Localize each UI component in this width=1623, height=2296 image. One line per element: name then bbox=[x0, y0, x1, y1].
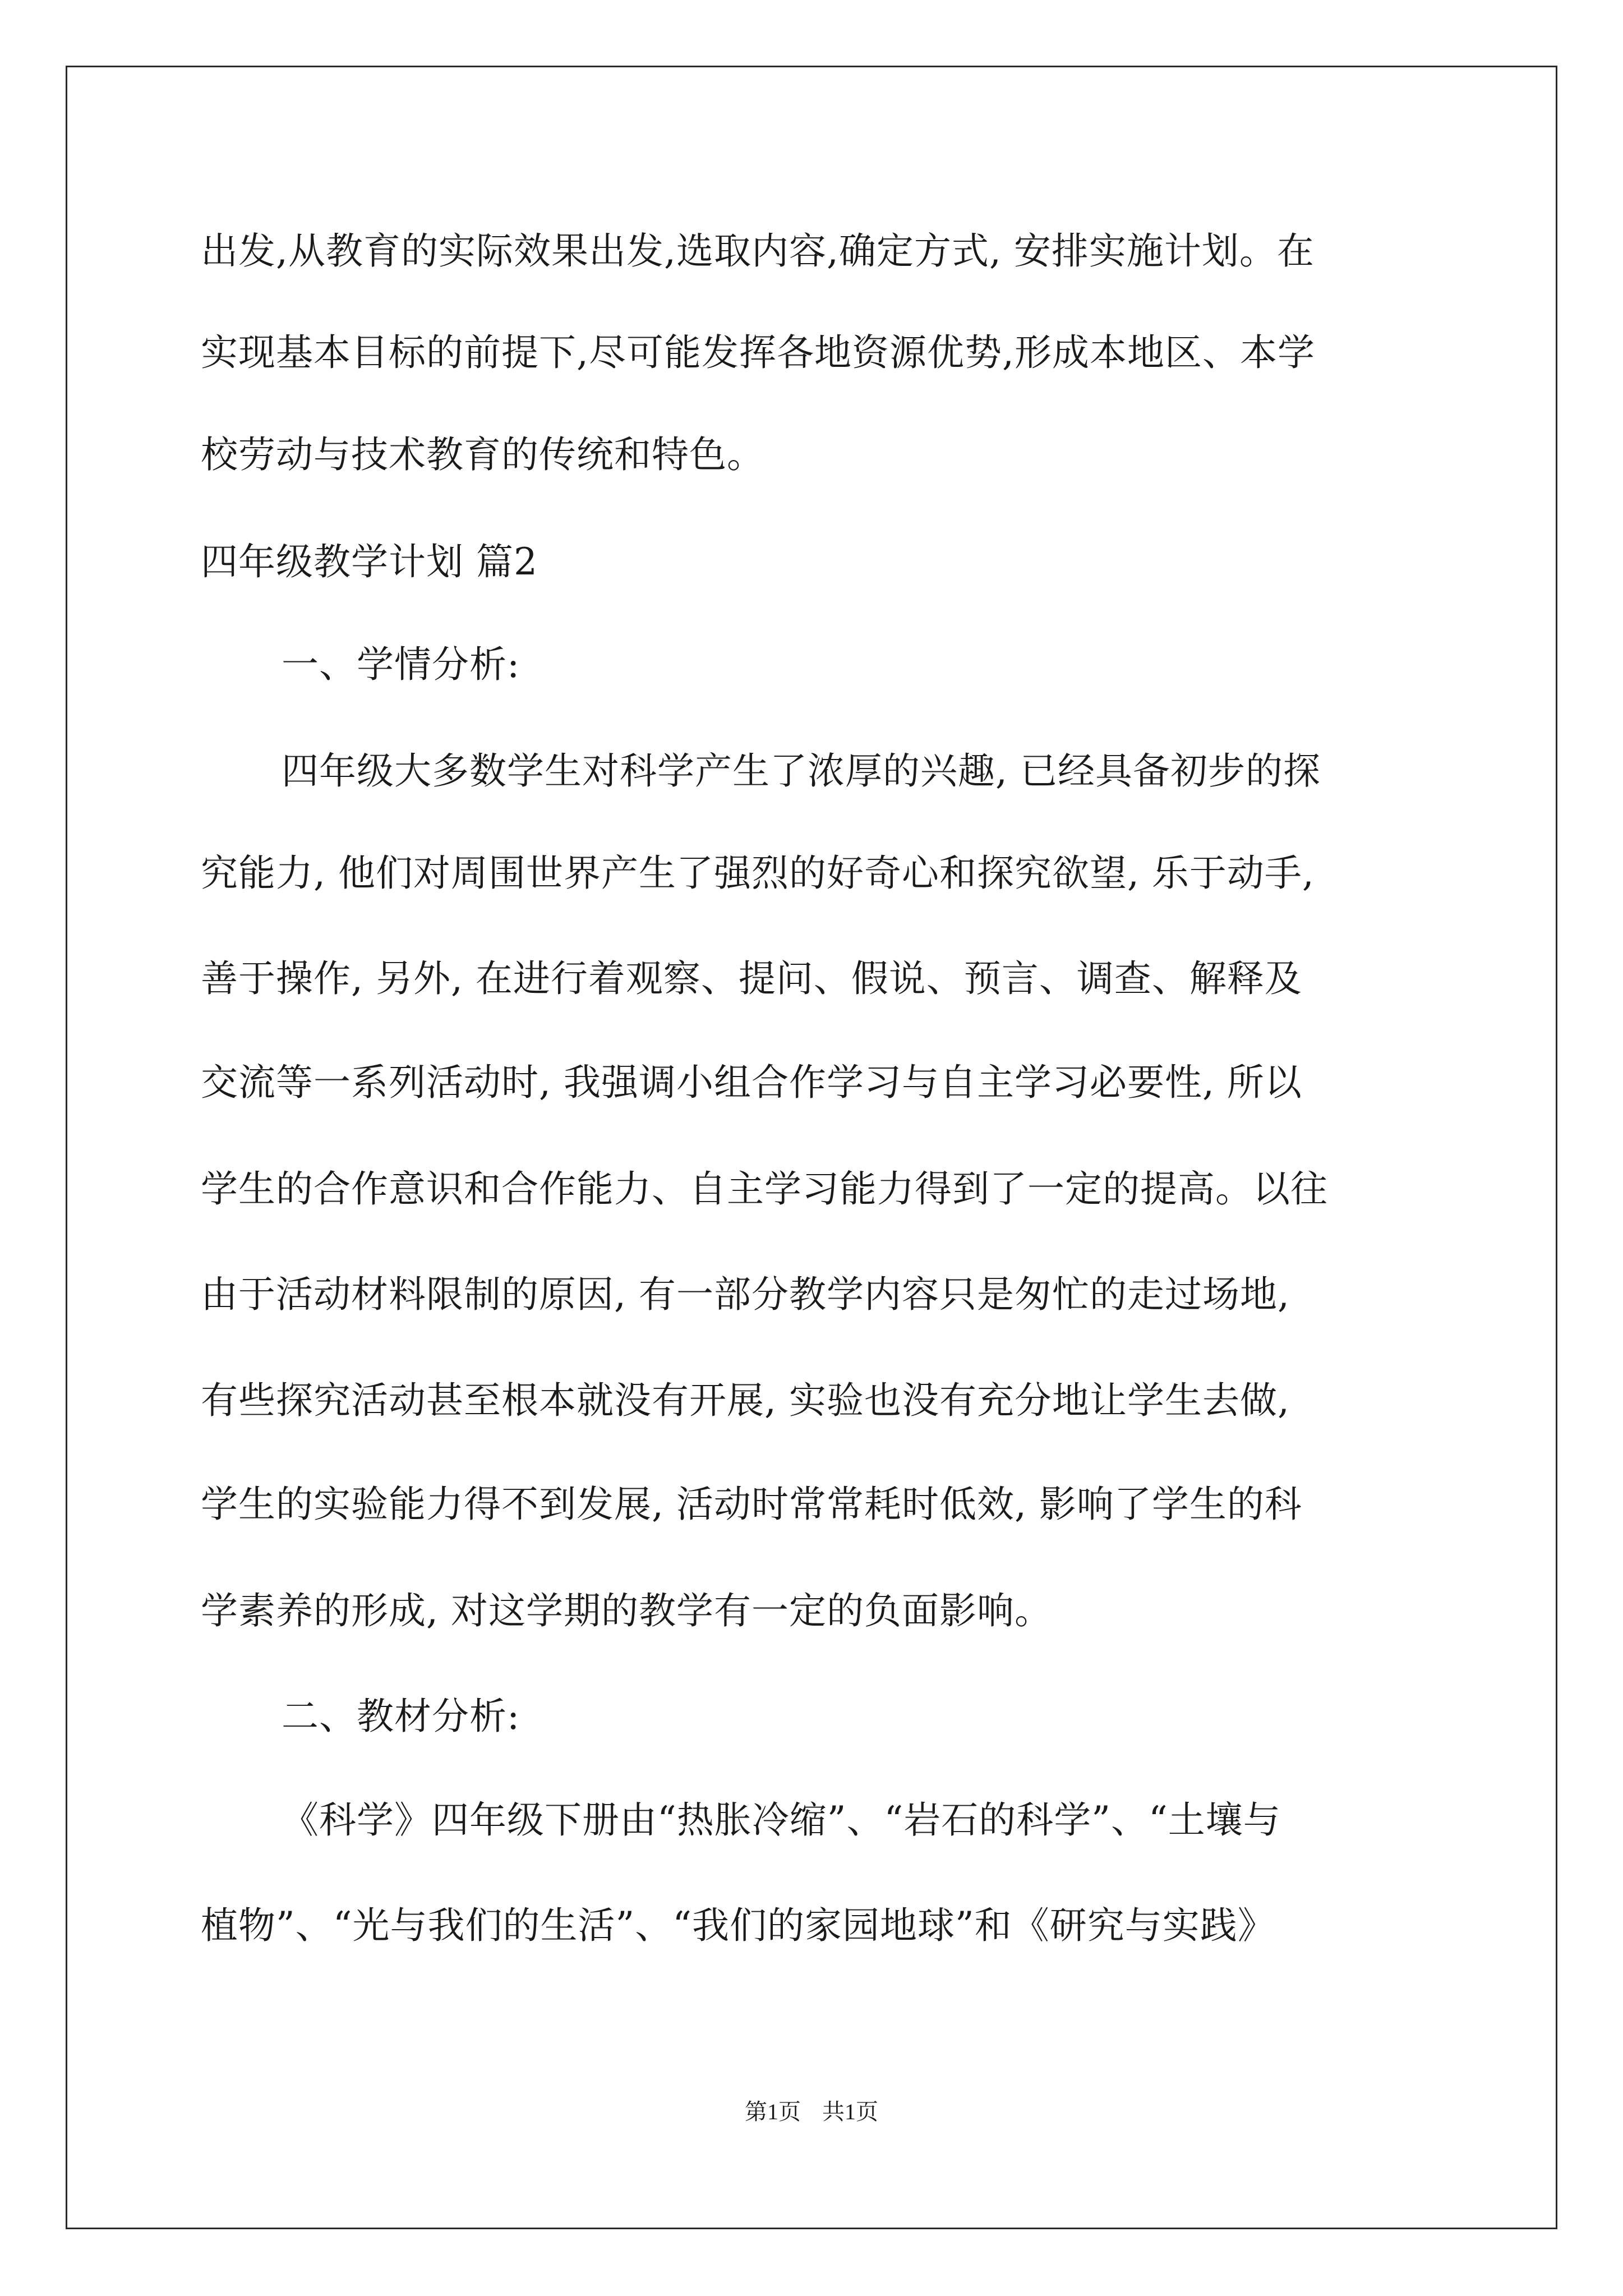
text-line-1: 出发,从教育的实际效果出发,选取内容,确定方式, 安排实施计划。在 bbox=[201, 229, 1315, 273]
paragraph-line-5: 学生的合作意识和合作能力、自主学习能力得到了一定的提高。以往 bbox=[201, 1167, 1328, 1211]
paragraph-line-2: 究能力, 他们对周围世界产生了强烈的好奇心和探究欲望, 乐于动手, bbox=[201, 852, 1315, 895]
paragraph2-line-2: 植物”、“光与我们的生活”、“我们的家园地球”和《研究与实践》 bbox=[201, 1904, 1275, 1947]
heading-textbook-analysis: 二、教材分析: bbox=[282, 1695, 520, 1738]
text-line-3: 校劳动与技术教育的传统和特色。 bbox=[201, 433, 764, 476]
text-line-2: 实现基本目标的前提下,尽可能发挥各地资源优势,形成本地区、本学 bbox=[201, 331, 1315, 374]
paragraph-line-8: 学生的实验能力得不到发展, 活动时常常耗时低效, 影响了学生的科 bbox=[201, 1483, 1302, 1526]
paragraph2-line-1: 《科学》四年级下册由“热胀冷缩”、“岩石的科学”、“土壤与 bbox=[282, 1798, 1281, 1842]
heading-student-analysis: 一、学情分析: bbox=[282, 643, 520, 686]
section-title-grade-four-plan-2: 四年级教学计划 篇2 bbox=[201, 540, 538, 583]
paragraph-line-4: 交流等一系列活动时, 我强调小组合作学习与自主学习必要性, 所以 bbox=[201, 1061, 1302, 1104]
paragraph-line-9: 学素养的形成, 对这学期的教学有一定的负面影响。 bbox=[201, 1589, 1052, 1632]
paragraph-line-3: 善于操作, 另外, 在进行着观察、提问、假说、预言、调查、解释及 bbox=[201, 957, 1302, 1000]
page-number: 第1页 bbox=[745, 2099, 801, 2124]
paragraph-line-1: 四年级大多数学生对科学产生了浓厚的兴趣, 已经具备初步的探 bbox=[282, 749, 1321, 793]
page-total: 共1页 bbox=[822, 2099, 878, 2124]
paragraph-line-7: 有些探究活动甚至根本就没有开展, 实验也没有充分地让学生去做, bbox=[201, 1379, 1290, 1422]
page-footer bbox=[0, 2098, 1623, 2126]
paragraph-line-6: 由于活动材料限制的原因, 有一部分教学内容只是匆忙的走过场地, bbox=[201, 1273, 1290, 1316]
